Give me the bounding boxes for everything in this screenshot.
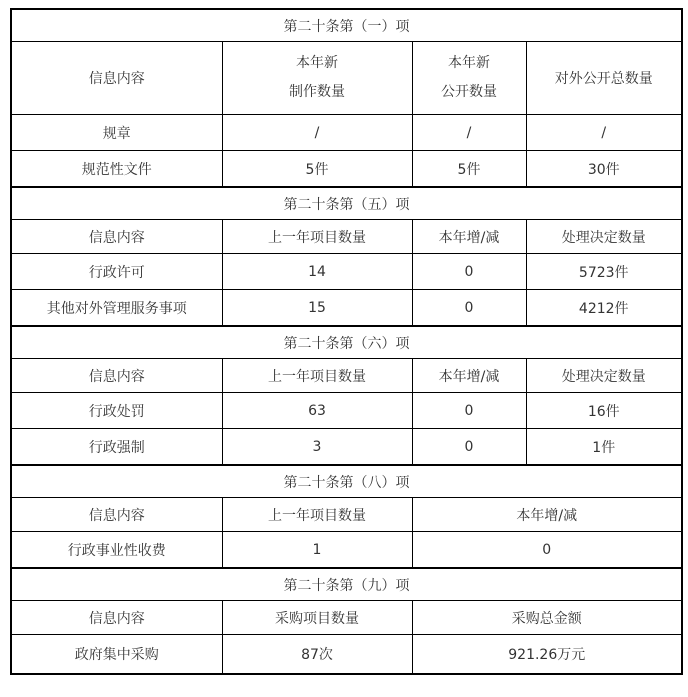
col-header-info-content: 信息内容 — [11, 42, 222, 115]
cell: 0 — [412, 290, 526, 327]
row-label: 行政强制 — [11, 429, 222, 466]
cell: / — [412, 115, 526, 151]
section-title-item1: 第二十条第（一）项 — [11, 9, 682, 42]
row-label: 其他对外管理服务事项 — [11, 290, 222, 327]
col-header-info-content: 信息内容 — [11, 220, 222, 254]
col-header-new-published — [412, 42, 526, 115]
cell: 87次 — [222, 635, 412, 675]
row-label: 政府集中采购 — [11, 635, 222, 675]
col-header-info-content: 信息内容 — [11, 498, 222, 532]
report-table-container — [10, 8, 683, 675]
cell: / — [222, 115, 412, 151]
col-header-procurement-count: 采购项目数量 — [222, 601, 412, 635]
section-title-item8: 第二十条第（八）项 — [11, 465, 682, 498]
cell: 3 — [222, 429, 412, 466]
col-header-info-content: 信息内容 — [11, 601, 222, 635]
col-header-info-content: 信息内容 — [11, 359, 222, 393]
col-header-change: 本年增/减 — [412, 220, 526, 254]
cell: 0 — [412, 254, 526, 290]
col-header-change: 本年增/减 — [412, 498, 682, 532]
col-header-prev-year-count: 上一年项目数量 — [222, 359, 412, 393]
col-header-procurement-total: 采购总金额 — [412, 601, 682, 635]
cell: 0 — [412, 429, 526, 466]
cell: 5件 — [412, 151, 526, 188]
cell: 5723件 — [526, 254, 682, 290]
section-title-item9: 第二十条第（九）项 — [11, 568, 682, 601]
header-line: 本年新 — [296, 55, 338, 71]
cell: 16件 — [526, 393, 682, 429]
col-header-new-produced — [222, 42, 412, 115]
row-label: 行政处罚 — [11, 393, 222, 429]
header-line: 制作数量 — [289, 84, 345, 100]
cell: 0 — [412, 393, 526, 429]
col-header-prev-year-count: 上一年项目数量 — [222, 498, 412, 532]
cell: / — [526, 115, 682, 151]
row-label: 规章 — [11, 115, 222, 151]
section-title-item5: 第二十条第（五）项 — [11, 187, 682, 220]
header-line: 本年新 — [448, 55, 490, 71]
cell: 30件 — [526, 151, 682, 188]
disclosure-report-table — [10, 8, 683, 675]
col-header-prev-year-count: 上一年项目数量 — [222, 220, 412, 254]
header-line: 公开数量 — [441, 84, 497, 100]
cell: 0 — [412, 532, 682, 569]
cell: 4212件 — [526, 290, 682, 327]
cell: 1 — [222, 532, 412, 569]
col-header-decisions: 处理决定数量 — [526, 220, 682, 254]
section-title-item6: 第二十条第（六）项 — [11, 326, 682, 359]
cell: 14 — [222, 254, 412, 290]
row-label: 行政事业性收费 — [11, 532, 222, 569]
col-header-change: 本年增/减 — [412, 359, 526, 393]
cell: 5件 — [222, 151, 412, 188]
col-header-decisions: 处理决定数量 — [526, 359, 682, 393]
cell: 1件 — [526, 429, 682, 466]
cell: 63 — [222, 393, 412, 429]
row-label: 行政许可 — [11, 254, 222, 290]
col-header-total-public: 对外公开总数量 — [526, 42, 682, 115]
cell: 921.26万元 — [412, 635, 682, 675]
cell: 15 — [222, 290, 412, 327]
row-label: 规范性文件 — [11, 151, 222, 188]
